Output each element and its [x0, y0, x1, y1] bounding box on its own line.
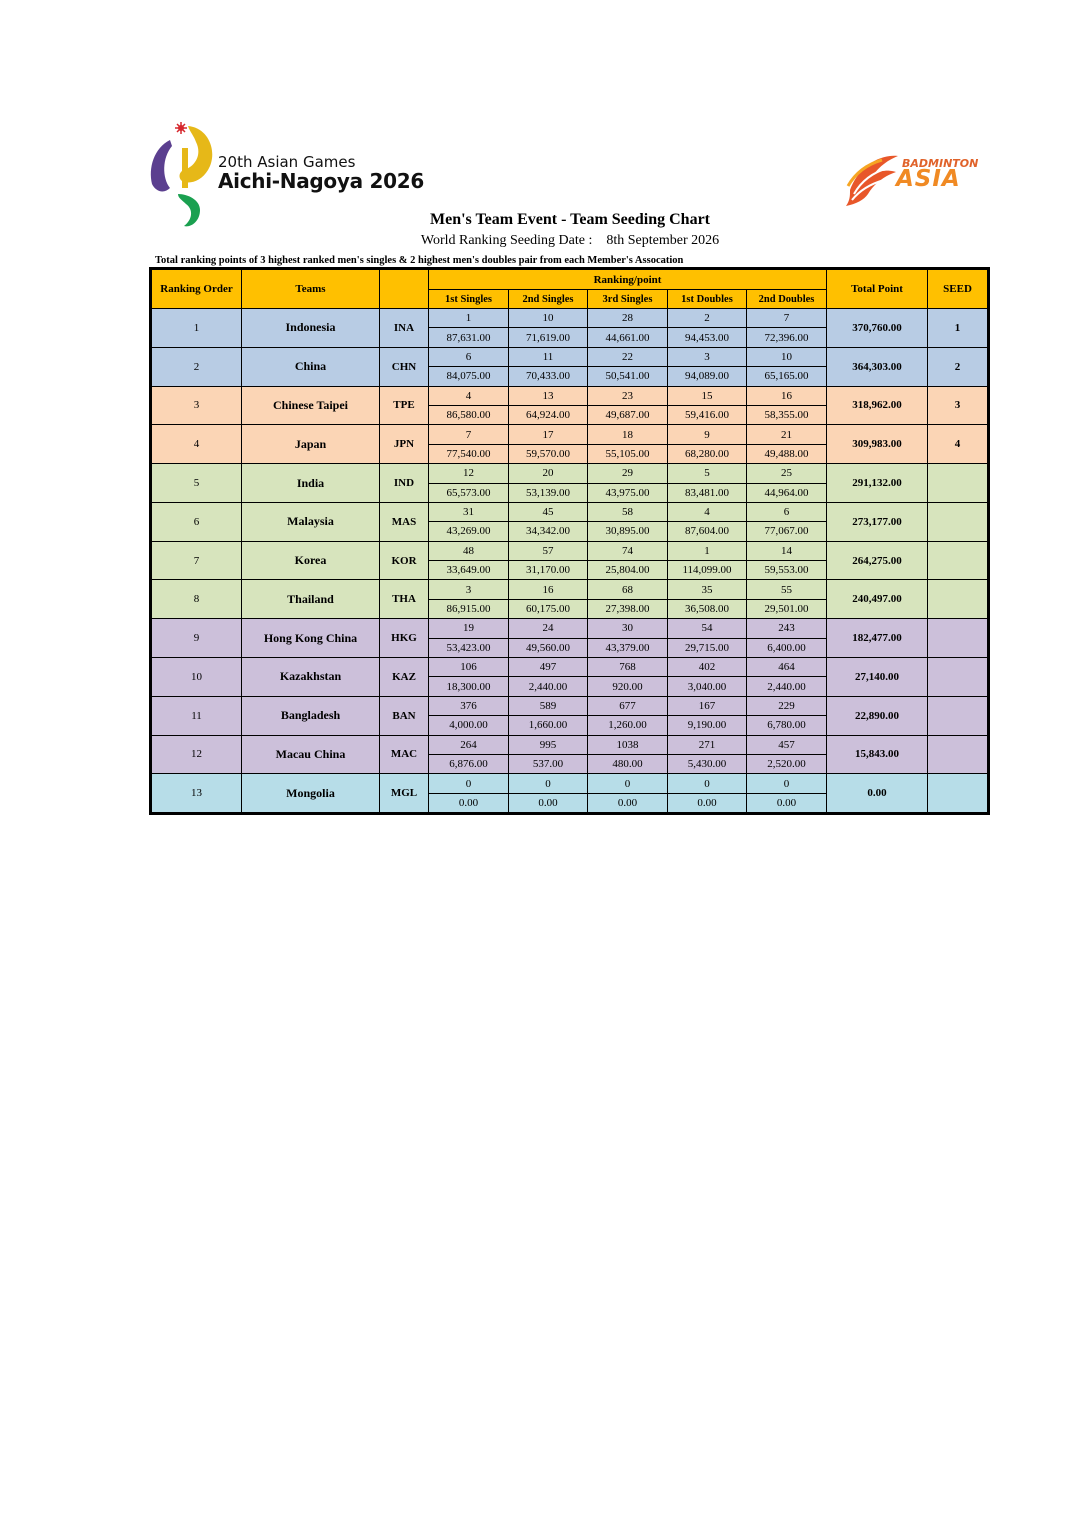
- header-3rd-singles: 3rd Singles: [588, 290, 668, 309]
- rank-cell: 4: [429, 386, 509, 405]
- federation-name-big: ASIA: [896, 166, 961, 192]
- team-code-cell: MAC: [380, 735, 429, 774]
- points-cell: 43,975.00: [588, 483, 668, 502]
- ranking-order-cell: 9: [152, 619, 242, 658]
- points-cell: 87,604.00: [668, 522, 747, 541]
- points-cell: 77,540.00: [429, 444, 509, 463]
- total-point-cell: 364,303.00: [827, 347, 928, 386]
- points-cell: 49,687.00: [588, 405, 668, 424]
- header-ranking-order: Ranking Order: [152, 270, 242, 309]
- rank-cell: 15: [668, 386, 747, 405]
- team-code-cell: MGL: [380, 774, 429, 813]
- rank-cell: 768: [588, 658, 668, 677]
- seed-cell: 2: [928, 347, 988, 386]
- team-row-ranks: [152, 347, 988, 366]
- points-cell: 114,099.00: [668, 561, 747, 580]
- points-cell: 29,501.00: [747, 599, 827, 618]
- badminton-asia-logo: [840, 150, 990, 210]
- points-cell: 6,400.00: [747, 638, 827, 657]
- ranking-order-cell: 11: [152, 696, 242, 735]
- seed-cell: 3: [928, 386, 988, 425]
- rank-cell: 677: [588, 696, 668, 715]
- points-cell: 6,780.00: [747, 716, 827, 735]
- points-cell: 480.00: [588, 754, 668, 773]
- rank-cell: 19: [429, 619, 509, 638]
- points-cell: 71,619.00: [509, 328, 588, 347]
- team-name-cell: India: [242, 464, 380, 503]
- points-cell: 30,895.00: [588, 522, 668, 541]
- rank-cell: 7: [429, 425, 509, 444]
- seeding-date-label: World Ranking Seeding Date :: [420, 233, 593, 248]
- seed-cell: 1: [928, 309, 988, 348]
- seeding-table: [151, 269, 988, 813]
- rank-cell: 0: [509, 774, 588, 793]
- seed-cell: [928, 580, 988, 619]
- rank-cell: 24: [509, 619, 588, 638]
- games-name-line1: 20th Asian Games: [218, 153, 356, 171]
- team-name-cell: Japan: [242, 425, 380, 464]
- rank-cell: 402: [668, 658, 747, 677]
- team-name-cell: China: [242, 347, 380, 386]
- rank-cell: 29: [588, 464, 668, 483]
- rank-cell: 3: [429, 580, 509, 599]
- team-name-cell: Kazakhstan: [242, 658, 380, 697]
- total-point-cell: 22,890.00: [827, 696, 928, 735]
- team-name-cell: Macau China: [242, 735, 380, 774]
- points-cell: 1,660.00: [509, 716, 588, 735]
- rank-cell: 106: [429, 658, 509, 677]
- rank-cell: 2: [668, 309, 747, 328]
- team-code-cell: HKG: [380, 619, 429, 658]
- rank-cell: 58: [588, 502, 668, 521]
- team-name-cell: Indonesia: [242, 309, 380, 348]
- points-cell: 84,075.00: [429, 367, 509, 386]
- points-cell: 70,433.00: [509, 367, 588, 386]
- rank-cell: 497: [509, 658, 588, 677]
- points-cell: 58,355.00: [747, 405, 827, 424]
- points-cell: 920.00: [588, 677, 668, 696]
- team-row-ranks: [152, 580, 988, 599]
- points-cell: 44,661.00: [588, 328, 668, 347]
- team-row-ranks: [152, 541, 988, 560]
- rank-cell: 457: [747, 735, 827, 754]
- points-cell: 4,000.00: [429, 716, 509, 735]
- rank-cell: 229: [747, 696, 827, 715]
- team-row-ranks: [152, 464, 988, 483]
- team-code-cell: JPN: [380, 425, 429, 464]
- ranking-order-cell: 6: [152, 502, 242, 541]
- ranking-order-cell: 5: [152, 464, 242, 503]
- ranking-order-cell: 7: [152, 541, 242, 580]
- rank-cell: 31: [429, 502, 509, 521]
- seed-cell: [928, 541, 988, 580]
- rank-cell: 21: [747, 425, 827, 444]
- rank-cell: 68: [588, 580, 668, 599]
- rank-cell: 30: [588, 619, 668, 638]
- points-cell: 27,398.00: [588, 599, 668, 618]
- total-point-cell: 27,140.00: [827, 658, 928, 697]
- team-code-cell: INA: [380, 309, 429, 348]
- points-cell: 77,067.00: [747, 522, 827, 541]
- rank-cell: 10: [509, 309, 588, 328]
- header-seed: SEED: [928, 270, 988, 309]
- rank-cell: 25: [747, 464, 827, 483]
- rank-cell: 7: [747, 309, 827, 328]
- points-cell: 72,396.00: [747, 328, 827, 347]
- team-name-cell: Thailand: [242, 580, 380, 619]
- team-code-cell: KOR: [380, 541, 429, 580]
- points-cell: 9,190.00: [668, 716, 747, 735]
- seed-cell: [928, 696, 988, 735]
- points-cell: 83,481.00: [668, 483, 747, 502]
- points-cell: 537.00: [509, 754, 588, 773]
- points-cell: 29,715.00: [668, 638, 747, 657]
- header-2nd-singles: 2nd Singles: [509, 290, 588, 309]
- total-point-cell: 309,983.00: [827, 425, 928, 464]
- rank-cell: 11: [509, 347, 588, 366]
- header-code: [380, 270, 429, 309]
- total-point-cell: 273,177.00: [827, 502, 928, 541]
- rank-cell: 0: [747, 774, 827, 793]
- total-point-cell: 264,275.00: [827, 541, 928, 580]
- total-point-cell: 370,760.00: [827, 309, 928, 348]
- points-cell: 2,520.00: [747, 754, 827, 773]
- rank-cell: 18: [588, 425, 668, 444]
- points-cell: 65,165.00: [747, 367, 827, 386]
- points-cell: 34,342.00: [509, 522, 588, 541]
- rank-cell: 1: [668, 541, 747, 560]
- rank-cell: 48: [429, 541, 509, 560]
- team-row-ranks: [152, 502, 988, 521]
- rank-cell: 12: [429, 464, 509, 483]
- points-cell: 0.00: [747, 793, 827, 812]
- seed-cell: [928, 502, 988, 541]
- points-cell: 64,924.00: [509, 405, 588, 424]
- total-point-cell: 240,497.00: [827, 580, 928, 619]
- rank-cell: 0: [588, 774, 668, 793]
- points-cell: 65,573.00: [429, 483, 509, 502]
- ranking-order-cell: 3: [152, 386, 242, 425]
- points-cell: 43,379.00: [588, 638, 668, 657]
- rank-cell: 0: [429, 774, 509, 793]
- points-cell: 0.00: [509, 793, 588, 812]
- ranking-order-cell: 12: [152, 735, 242, 774]
- rank-cell: 167: [668, 696, 747, 715]
- points-cell: 3,040.00: [668, 677, 747, 696]
- ranking-order-cell: 13: [152, 774, 242, 813]
- rank-cell: 22: [588, 347, 668, 366]
- points-cell: 6,876.00: [429, 754, 509, 773]
- seed-cell: [928, 658, 988, 697]
- games-name-line2: Aichi-Nagoya 2026: [218, 169, 424, 193]
- page-title: Men's Team Event - Team Seeding Chart: [429, 211, 710, 228]
- points-cell: 60,175.00: [509, 599, 588, 618]
- team-row-ranks: [152, 425, 988, 444]
- table-body: [152, 309, 988, 813]
- total-point-cell: 15,843.00: [827, 735, 928, 774]
- team-name-cell: Malaysia: [242, 502, 380, 541]
- points-cell: 33,649.00: [429, 561, 509, 580]
- rank-cell: 55: [747, 580, 827, 599]
- team-row-ranks: [152, 309, 988, 328]
- rank-cell: 16: [747, 386, 827, 405]
- points-cell: 31,170.00: [509, 561, 588, 580]
- points-cell: 94,453.00: [668, 328, 747, 347]
- ranking-order-cell: 1: [152, 309, 242, 348]
- rank-cell: 6: [429, 347, 509, 366]
- rank-cell: 14: [747, 541, 827, 560]
- rank-cell: 23: [588, 386, 668, 405]
- rank-cell: 17: [509, 425, 588, 444]
- rank-cell: 3: [668, 347, 747, 366]
- federation-name-small: BADMINTON: [902, 157, 979, 170]
- team-code-cell: IND: [380, 464, 429, 503]
- points-cell: 18,300.00: [429, 677, 509, 696]
- team-name-cell: Korea: [242, 541, 380, 580]
- points-note: Total ranking points of 3 highest ranked men's singles & 2 highest men's doubles pair from each Member's Assocation: [155, 255, 684, 266]
- points-cell: 59,553.00: [747, 561, 827, 580]
- rank-cell: 995: [509, 735, 588, 754]
- team-code-cell: KAZ: [380, 658, 429, 697]
- rank-cell: 10: [747, 347, 827, 366]
- rank-cell: 376: [429, 696, 509, 715]
- team-row-ranks: [152, 386, 988, 405]
- points-cell: 0.00: [668, 793, 747, 812]
- team-row-ranks: [152, 735, 988, 754]
- rank-cell: 243: [747, 619, 827, 638]
- rank-cell: 16: [509, 580, 588, 599]
- rank-cell: 589: [509, 696, 588, 715]
- shuttlecock-icon: [840, 150, 900, 210]
- rank-cell: 1038: [588, 735, 668, 754]
- rank-cell: 6: [747, 502, 827, 521]
- points-cell: 44,964.00: [747, 483, 827, 502]
- points-cell: 2,440.00: [747, 677, 827, 696]
- team-name-cell: Bangladesh: [242, 696, 380, 735]
- seed-cell: [928, 774, 988, 813]
- rank-cell: 1: [429, 309, 509, 328]
- points-cell: 59,416.00: [668, 405, 747, 424]
- rank-cell: 13: [509, 386, 588, 405]
- points-cell: 87,631.00: [429, 328, 509, 347]
- team-name-cell: Hong Kong China: [242, 619, 380, 658]
- ranking-order-cell: 8: [152, 580, 242, 619]
- seed-cell: [928, 619, 988, 658]
- rank-cell: 57: [509, 541, 588, 560]
- points-cell: 59,570.00: [509, 444, 588, 463]
- rank-cell: 35: [668, 580, 747, 599]
- team-name-cell: Chinese Taipei: [242, 386, 380, 425]
- team-row-ranks: [152, 696, 988, 715]
- rank-cell: 264: [429, 735, 509, 754]
- rank-cell: 28: [588, 309, 668, 328]
- total-point-cell: 318,962.00: [827, 386, 928, 425]
- ranking-order-cell: 4: [152, 425, 242, 464]
- rank-cell: 5: [668, 464, 747, 483]
- header-total-point: Total Point: [827, 270, 928, 309]
- points-cell: 43,269.00: [429, 522, 509, 541]
- points-cell: 49,488.00: [747, 444, 827, 463]
- team-row-ranks: [152, 619, 988, 638]
- points-cell: 68,280.00: [668, 444, 747, 463]
- total-point-cell: 0.00: [827, 774, 928, 813]
- points-cell: 86,580.00: [429, 405, 509, 424]
- rank-cell: 20: [509, 464, 588, 483]
- points-cell: 50,541.00: [588, 367, 668, 386]
- points-cell: 5,430.00: [668, 754, 747, 773]
- ranking-order-cell: 10: [152, 658, 242, 697]
- points-cell: 36,508.00: [668, 599, 747, 618]
- points-cell: 86,915.00: [429, 599, 509, 618]
- total-point-cell: 182,477.00: [827, 619, 928, 658]
- rank-cell: 74: [588, 541, 668, 560]
- header-1st-singles: 1st Singles: [429, 290, 509, 309]
- team-code-cell: CHN: [380, 347, 429, 386]
- rank-cell: 54: [668, 619, 747, 638]
- header-2nd-doubles: 2nd Doubles: [747, 290, 827, 309]
- points-cell: 0.00: [588, 793, 668, 812]
- team-code-cell: TPE: [380, 386, 429, 425]
- rank-cell: 45: [509, 502, 588, 521]
- team-name-cell: Mongolia: [242, 774, 380, 813]
- rank-cell: 271: [668, 735, 747, 754]
- points-cell: 2,440.00: [509, 677, 588, 696]
- seed-cell: [928, 735, 988, 774]
- rank-cell: 9: [668, 425, 747, 444]
- points-cell: 1,260.00: [588, 716, 668, 735]
- points-cell: 0.00: [429, 793, 509, 812]
- rank-cell: 464: [747, 658, 827, 677]
- seed-cell: 4: [928, 425, 988, 464]
- header-teams: Teams: [242, 270, 380, 309]
- header-ranking-point: Ranking/point: [429, 270, 827, 290]
- rank-cell: 4: [668, 502, 747, 521]
- points-cell: 53,139.00: [509, 483, 588, 502]
- team-code-cell: THA: [380, 580, 429, 619]
- ranking-order-cell: 2: [152, 347, 242, 386]
- points-cell: 49,560.00: [509, 638, 588, 657]
- team-row-ranks: [152, 774, 988, 793]
- header-1st-doubles: 1st Doubles: [668, 290, 747, 309]
- rank-cell: 0: [668, 774, 747, 793]
- points-cell: 25,804.00: [588, 561, 668, 580]
- seeding-date-line: [0, 233, 1080, 249]
- team-code-cell: BAN: [380, 696, 429, 735]
- seed-cell: [928, 464, 988, 503]
- points-cell: 94,089.00: [668, 367, 747, 386]
- team-row-ranks: [152, 658, 988, 677]
- total-point-cell: 291,132.00: [827, 464, 928, 503]
- seeding-date-value: 8th September 2026: [606, 233, 720, 248]
- team-code-cell: MAS: [380, 502, 429, 541]
- points-cell: 53,423.00: [429, 638, 509, 657]
- points-cell: 55,105.00: [588, 444, 668, 463]
